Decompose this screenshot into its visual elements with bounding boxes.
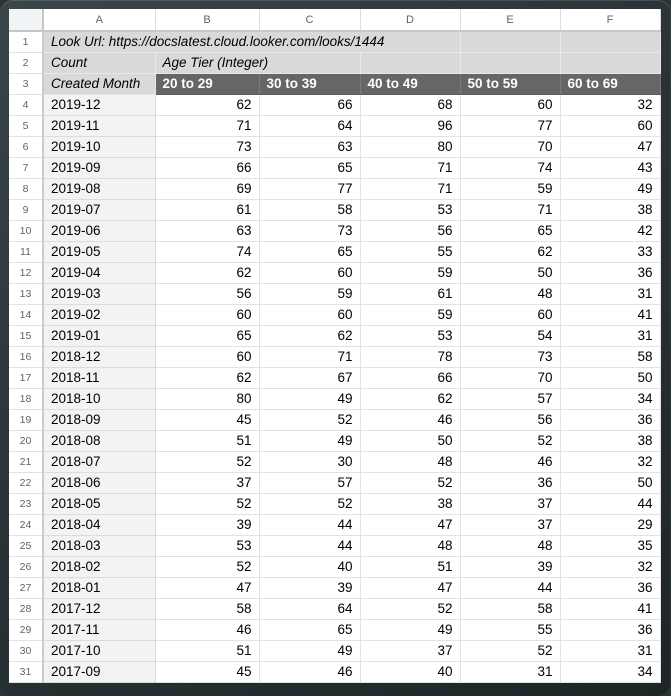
cell-count-value[interactable]: 96 — [360, 115, 460, 136]
cell-count-value[interactable]: 36 — [560, 577, 660, 598]
cell-empty[interactable] — [560, 31, 660, 52]
row-number[interactable]: 20 — [9, 430, 43, 451]
cell-count-value[interactable]: 47 — [560, 136, 660, 157]
cell-created-month[interactable]: 2018-01 — [43, 577, 155, 598]
cell-count-value[interactable]: 65 — [259, 157, 360, 178]
tier-header-row — [9, 73, 660, 94]
data-row — [9, 619, 660, 640]
cell-count-value[interactable]: 48 — [460, 283, 560, 304]
cell-created-month[interactable]: 2018-06 — [43, 472, 155, 493]
cell-count-value[interactable]: 71 — [360, 157, 460, 178]
cell-created-month[interactable]: 2018-12 — [43, 346, 155, 367]
cell-count-value[interactable]: 66 — [360, 367, 460, 388]
cell-count-value[interactable]: 70 — [460, 367, 560, 388]
cell-count-value[interactable]: 64 — [259, 115, 360, 136]
cell-count-value[interactable]: 57 — [259, 472, 360, 493]
cell-created-month[interactable]: 2019-03 — [43, 283, 155, 304]
cell-count-value[interactable]: 35 — [560, 535, 660, 556]
cell-count-value[interactable]: 32 — [560, 94, 660, 115]
cell-count-value[interactable]: 65 — [155, 325, 259, 346]
cell-count-value[interactable]: 49 — [360, 619, 460, 640]
cell-count-value[interactable]: 56 — [460, 409, 560, 430]
cell-count-value[interactable]: 41 — [560, 598, 660, 619]
cell-count-value[interactable]: 67 — [259, 367, 360, 388]
cell-created-month[interactable]: 2018-02 — [43, 556, 155, 577]
column-header-c[interactable]: C — [259, 9, 360, 31]
cell-count-value[interactable]: 39 — [259, 577, 360, 598]
row-number[interactable]: 1 — [9, 31, 43, 52]
cell-count-value[interactable]: 62 — [155, 367, 259, 388]
row-number[interactable]: 7 — [9, 157, 43, 178]
cell-count-value[interactable]: 40 — [360, 661, 460, 682]
cell-count-value[interactable]: 70 — [460, 136, 560, 157]
row-number[interactable]: 5 — [9, 115, 43, 136]
row-number[interactable]: 30 — [9, 640, 43, 661]
cell-count-value[interactable]: 37 — [155, 472, 259, 493]
cell-created-month[interactable]: 2018-08 — [43, 430, 155, 451]
cell-count-value[interactable]: 60 — [460, 94, 560, 115]
column-header-d[interactable]: D — [360, 9, 460, 31]
cell-count-value[interactable]: 32 — [560, 556, 660, 577]
cell-count-value[interactable]: 53 — [360, 199, 460, 220]
cell-count-value[interactable]: 52 — [460, 640, 560, 661]
row-number[interactable]: 25 — [9, 535, 43, 556]
cell-tier-header[interactable]: 60 to 69 — [560, 73, 660, 94]
row-number[interactable]: 10 — [9, 220, 43, 241]
data-row — [9, 241, 660, 262]
cell-count-value[interactable]: 47 — [360, 514, 460, 535]
cell-created-month[interactable]: 2019-09 — [43, 157, 155, 178]
cell-count-value[interactable]: 77 — [259, 178, 360, 199]
cell-count-value[interactable]: 52 — [155, 493, 259, 514]
cell-count-value[interactable]: 62 — [155, 262, 259, 283]
cell-created-month[interactable]: 2019-06 — [43, 220, 155, 241]
data-row — [9, 325, 660, 346]
cell-count-value[interactable]: 52 — [155, 556, 259, 577]
cell-count-value[interactable]: 48 — [360, 535, 460, 556]
cell-count-value[interactable]: 51 — [155, 430, 259, 451]
row-number[interactable]: 17 — [9, 367, 43, 388]
cell-count-value[interactable]: 66 — [259, 94, 360, 115]
cell-count-value[interactable]: 62 — [460, 241, 560, 262]
cell-count-value[interactable]: 31 — [560, 283, 660, 304]
cell-count-value[interactable]: 74 — [155, 241, 259, 262]
cell-count-value[interactable]: 44 — [460, 577, 560, 598]
row-number[interactable]: 14 — [9, 304, 43, 325]
cell-count-value[interactable]: 34 — [560, 388, 660, 409]
cell-count-value[interactable]: 38 — [360, 493, 460, 514]
row-number[interactable]: 9 — [9, 199, 43, 220]
select-all-corner[interactable] — [9, 9, 43, 31]
cell-created-month[interactable]: 2019-07 — [43, 199, 155, 220]
row-number[interactable]: 2 — [9, 52, 43, 73]
cell-count-value[interactable]: 37 — [460, 514, 560, 535]
cell-tier-header[interactable]: 30 to 39 — [259, 73, 360, 94]
cell-count-value[interactable]: 39 — [155, 514, 259, 535]
data-row — [9, 199, 660, 220]
cell-count-value[interactable]: 65 — [460, 220, 560, 241]
cell-created-month-label[interactable]: Created Month — [43, 73, 155, 94]
cell-count-value[interactable]: 44 — [259, 514, 360, 535]
cell-count-value[interactable]: 71 — [460, 199, 560, 220]
cell-count-value[interactable]: 31 — [560, 325, 660, 346]
column-header-f[interactable]: F — [560, 9, 660, 31]
cell-count-value[interactable]: 60 — [560, 115, 660, 136]
cell-count-value[interactable]: 58 — [155, 598, 259, 619]
cell-tier-header[interactable]: 50 to 59 — [460, 73, 560, 94]
row-number[interactable]: 3 — [9, 73, 43, 94]
cell-count-value[interactable]: 60 — [259, 262, 360, 283]
cell-created-month[interactable]: 2019-04 — [43, 262, 155, 283]
cell-created-month[interactable]: 2019-10 — [43, 136, 155, 157]
row-number[interactable]: 23 — [9, 493, 43, 514]
cell-created-month[interactable]: 2017-10 — [43, 640, 155, 661]
cell-count-value[interactable]: 49 — [259, 388, 360, 409]
data-row — [9, 661, 660, 682]
cell-count-value[interactable]: 60 — [155, 304, 259, 325]
data-row — [9, 493, 660, 514]
spreadsheet-grid — [9, 9, 661, 683]
row-number[interactable]: 15 — [9, 325, 43, 346]
data-row — [9, 514, 660, 535]
data-row — [9, 577, 660, 598]
cell-count-label[interactable]: Count — [43, 52, 155, 73]
cell-empty[interactable] — [560, 52, 660, 73]
row-number[interactable]: 24 — [9, 514, 43, 535]
cell-count-value[interactable]: 53 — [155, 535, 259, 556]
cell-count-value[interactable]: 40 — [259, 556, 360, 577]
cell-count-value[interactable]: 37 — [360, 640, 460, 661]
cell-tier-header[interactable]: 40 to 49 — [360, 73, 460, 94]
data-row — [9, 409, 660, 430]
cell-count-value[interactable]: 29 — [560, 514, 660, 535]
cell-count-value[interactable]: 38 — [560, 199, 660, 220]
cell-count-value[interactable]: 73 — [259, 220, 360, 241]
cell-count-value[interactable]: 74 — [460, 157, 560, 178]
cell-empty[interactable] — [460, 31, 560, 52]
cell-count-value[interactable]: 36 — [560, 262, 660, 283]
cell-empty[interactable] — [360, 52, 460, 73]
look-url-text: Look Url: https://docslatest.cloud.looker.com/looks/1444 — [51, 34, 385, 50]
cell-count-value[interactable]: 48 — [460, 535, 560, 556]
cell-count-value[interactable]: 38 — [560, 430, 660, 451]
cell-count-value[interactable]: 71 — [360, 178, 460, 199]
cell-created-month[interactable]: 2019-02 — [43, 304, 155, 325]
data-row — [9, 640, 660, 661]
cell-count-value[interactable]: 30 — [259, 451, 360, 472]
cell-count-value[interactable]: 73 — [155, 136, 259, 157]
cell-count-value[interactable]: 52 — [360, 598, 460, 619]
data-row — [9, 451, 660, 472]
cell-count-value[interactable]: 43 — [560, 157, 660, 178]
cell-count-value[interactable]: 69 — [155, 178, 259, 199]
data-row — [9, 304, 660, 325]
cell-count-value[interactable]: 50 — [360, 430, 460, 451]
cell-count-value[interactable]: 47 — [360, 577, 460, 598]
cell-count-value[interactable]: 46 — [460, 451, 560, 472]
cell-count-value[interactable]: 62 — [259, 325, 360, 346]
column-header-row — [9, 9, 660, 31]
cell-created-month[interactable]: 2017-11 — [43, 619, 155, 640]
row-number[interactable]: 4 — [9, 94, 43, 115]
data-row — [9, 115, 660, 136]
data-row — [9, 556, 660, 577]
cell-created-month[interactable]: 2018-04 — [43, 514, 155, 535]
cell-created-month[interactable]: 2019-05 — [43, 241, 155, 262]
cell-created-month[interactable]: 2018-07 — [43, 451, 155, 472]
look-url-row — [9, 31, 660, 52]
cell-count-value[interactable]: 47 — [155, 577, 259, 598]
cell-count-value[interactable]: 54 — [460, 325, 560, 346]
row-number[interactable]: 11 — [9, 241, 43, 262]
cell-count-value[interactable]: 65 — [259, 241, 360, 262]
cell-count-value[interactable]: 48 — [360, 451, 460, 472]
row-number[interactable]: 22 — [9, 472, 43, 493]
cell-count-value[interactable]: 36 — [560, 409, 660, 430]
cell-count-value[interactable]: 52 — [259, 493, 360, 514]
cell-count-value[interactable]: 50 — [460, 262, 560, 283]
cell-created-month[interactable]: 2019-08 — [43, 178, 155, 199]
cell-count-value[interactable]: 31 — [460, 661, 560, 682]
cell-count-value[interactable]: 52 — [460, 430, 560, 451]
cell-count-value[interactable]: 59 — [460, 178, 560, 199]
cell-count-value[interactable]: 60 — [155, 346, 259, 367]
cell-created-month[interactable]: 2019-11 — [43, 115, 155, 136]
cell-count-value[interactable]: 59 — [360, 262, 460, 283]
cell-created-month[interactable]: 2018-03 — [43, 535, 155, 556]
cell-count-value[interactable]: 62 — [155, 94, 259, 115]
data-row — [9, 388, 660, 409]
cell-count-value[interactable]: 50 — [560, 367, 660, 388]
cell-count-value[interactable]: 52 — [155, 451, 259, 472]
data-row — [9, 535, 660, 556]
cell-count-value[interactable]: 63 — [259, 136, 360, 157]
cell-count-value[interactable]: 56 — [360, 220, 460, 241]
cell-count-value[interactable]: 66 — [155, 157, 259, 178]
cell-count-value[interactable]: 36 — [560, 619, 660, 640]
spreadsheet-area — [9, 9, 660, 682]
cell-count-value[interactable]: 55 — [460, 619, 560, 640]
cell-count-value[interactable]: 32 — [560, 451, 660, 472]
cell-count-value[interactable]: 49 — [560, 178, 660, 199]
row-number[interactable]: 6 — [9, 136, 43, 157]
row-number[interactable]: 19 — [9, 409, 43, 430]
cell-count-value[interactable]: 55 — [360, 241, 460, 262]
cell-count-value[interactable]: 60 — [259, 304, 360, 325]
cell-count-value[interactable]: 52 — [259, 409, 360, 430]
cell-look-url[interactable] — [43, 31, 460, 52]
cell-count-value[interactable]: 31 — [560, 640, 660, 661]
cell-count-value[interactable]: 63 — [155, 220, 259, 241]
cell-created-month[interactable]: 2018-05 — [43, 493, 155, 514]
row-number[interactable]: 13 — [9, 283, 43, 304]
cell-count-value[interactable]: 61 — [360, 283, 460, 304]
cell-count-value[interactable]: 36 — [460, 472, 560, 493]
cell-count-value[interactable]: 58 — [460, 598, 560, 619]
cell-count-value[interactable]: 53 — [360, 325, 460, 346]
data-row — [9, 94, 660, 115]
cell-count-value[interactable]: 62 — [360, 388, 460, 409]
column-header-b[interactable]: B — [155, 9, 259, 31]
row-number[interactable]: 12 — [9, 262, 43, 283]
data-row — [9, 136, 660, 157]
data-row — [9, 220, 660, 241]
row-number[interactable]: 18 — [9, 388, 43, 409]
data-row — [9, 157, 660, 178]
cell-created-month[interactable]: 2018-09 — [43, 409, 155, 430]
row-number[interactable]: 26 — [9, 556, 43, 577]
row-number[interactable]: 21 — [9, 451, 43, 472]
cell-count-value[interactable]: 80 — [155, 388, 259, 409]
row-number[interactable]: 8 — [9, 178, 43, 199]
cell-count-value[interactable]: 68 — [360, 94, 460, 115]
cell-count-value[interactable]: 46 — [155, 619, 259, 640]
cell-tier-header[interactable]: 20 to 29 — [155, 73, 259, 94]
row-number[interactable]: 28 — [9, 598, 43, 619]
row-number[interactable]: 16 — [9, 346, 43, 367]
cell-count-value[interactable]: 44 — [259, 535, 360, 556]
cell-count-value[interactable]: 78 — [360, 346, 460, 367]
cell-count-value[interactable]: 71 — [155, 115, 259, 136]
cell-count-value[interactable]: 80 — [360, 136, 460, 157]
cell-age-tier-label[interactable]: Age Tier (Integer) — [155, 52, 360, 73]
cell-created-month[interactable]: 2018-11 — [43, 367, 155, 388]
cell-count-value[interactable]: 51 — [155, 640, 259, 661]
cell-count-value[interactable]: 58 — [560, 346, 660, 367]
cell-count-value[interactable]: 73 — [460, 346, 560, 367]
cell-count-value[interactable]: 59 — [259, 283, 360, 304]
cell-created-month[interactable]: 2018-10 — [43, 388, 155, 409]
cell-count-value[interactable]: 65 — [259, 619, 360, 640]
cell-count-value[interactable]: 60 — [460, 304, 560, 325]
cell-count-value[interactable]: 71 — [259, 346, 360, 367]
data-row — [9, 367, 660, 388]
cell-count-value[interactable]: 45 — [155, 409, 259, 430]
column-header-e[interactable]: E — [460, 9, 560, 31]
row-number[interactable]: 29 — [9, 619, 43, 640]
cell-created-month[interactable]: 2017-12 — [43, 598, 155, 619]
cell-count-value[interactable]: 50 — [560, 472, 660, 493]
cell-count-value[interactable]: 33 — [560, 241, 660, 262]
row-number[interactable]: 31 — [9, 661, 43, 682]
cell-count-value[interactable]: 46 — [360, 409, 460, 430]
data-row — [9, 346, 660, 367]
data-row — [9, 262, 660, 283]
cell-count-value[interactable]: 61 — [155, 199, 259, 220]
pivot-label-row — [9, 52, 660, 73]
data-row — [9, 178, 660, 199]
cell-empty[interactable] — [460, 52, 560, 73]
cell-count-value[interactable]: 58 — [259, 199, 360, 220]
data-row — [9, 598, 660, 619]
cell-created-month[interactable]: 2017-09 — [43, 661, 155, 682]
cell-created-month[interactable]: 2019-01 — [43, 325, 155, 346]
cell-count-value[interactable]: 39 — [460, 556, 560, 577]
cell-count-value[interactable]: 59 — [360, 304, 460, 325]
cell-count-value[interactable]: 56 — [155, 283, 259, 304]
data-row — [9, 430, 660, 451]
cell-count-value[interactable]: 49 — [259, 640, 360, 661]
cell-count-value[interactable]: 52 — [360, 472, 460, 493]
cell-count-value[interactable]: 64 — [259, 598, 360, 619]
cell-count-value[interactable]: 77 — [460, 115, 560, 136]
cell-count-value[interactable]: 34 — [560, 661, 660, 682]
cell-count-value[interactable]: 42 — [560, 220, 660, 241]
cell-count-value[interactable]: 45 — [155, 661, 259, 682]
cell-count-value[interactable]: 57 — [460, 388, 560, 409]
data-row — [9, 472, 660, 493]
row-number[interactable]: 27 — [9, 577, 43, 598]
cell-count-value[interactable]: 49 — [259, 430, 360, 451]
cell-count-value[interactable]: 46 — [259, 661, 360, 682]
cell-count-value[interactable]: 41 — [560, 304, 660, 325]
data-row — [9, 283, 660, 304]
cell-count-value[interactable]: 37 — [460, 493, 560, 514]
cell-count-value[interactable]: 44 — [560, 493, 660, 514]
cell-created-month[interactable]: 2019-12 — [43, 94, 155, 115]
column-header-a[interactable]: A — [43, 9, 155, 31]
cell-count-value[interactable]: 51 — [360, 556, 460, 577]
